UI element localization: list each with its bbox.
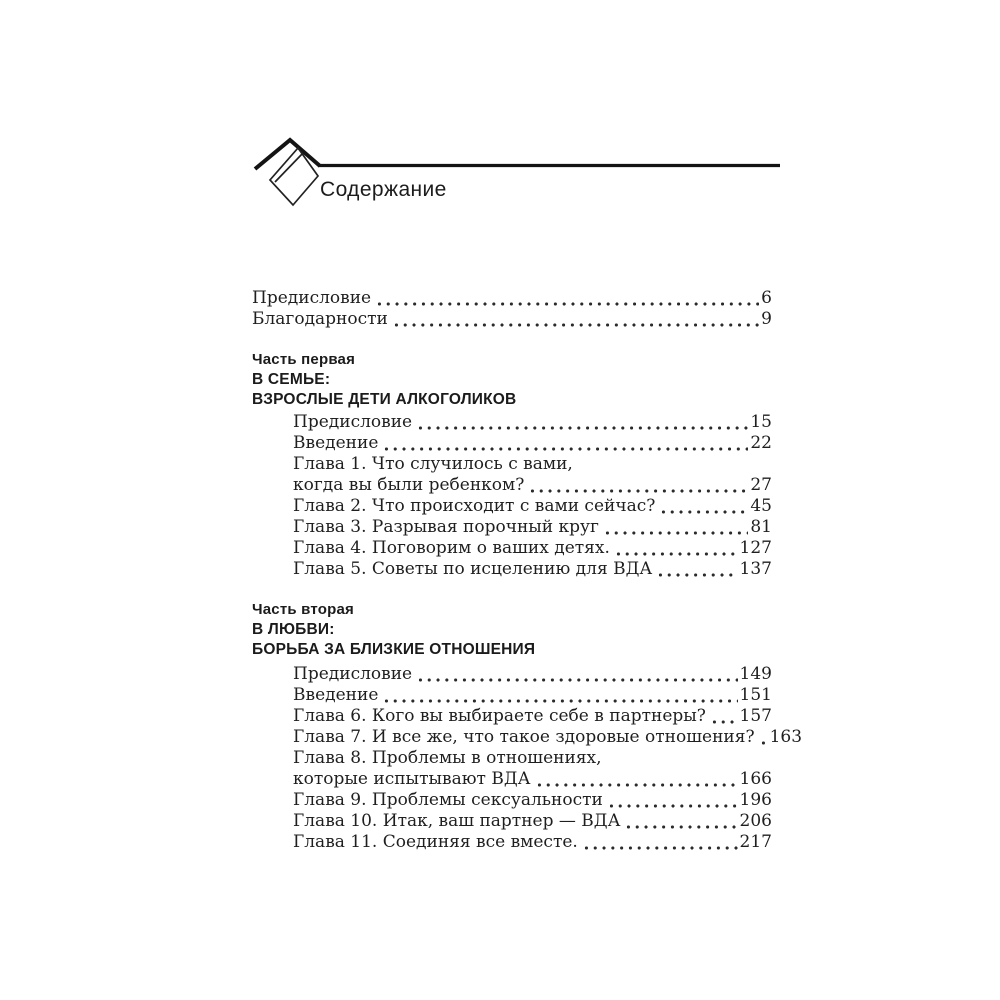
toc-entry [293, 727, 803, 748]
toc-entry-page: 15 [750, 412, 772, 432]
toc-entry [293, 706, 780, 727]
toc-entry-page: 81 [750, 517, 772, 537]
part-title-line: В СЕМЬЕ: [252, 371, 331, 388]
toc-entry-title: Предисловие [252, 288, 372, 308]
toc-entry [252, 288, 780, 309]
dot-leader [608, 790, 738, 811]
part-title-line: БОРЬБА ЗА БЛИЗКИЕ ОТНОШЕНИЯ [252, 641, 536, 658]
toc-entry-title: Введение [293, 433, 379, 453]
toc-entry-title: Глава 2. Что происходит с вами сейчас? [293, 496, 656, 516]
toc-entry-title: Глава 4. Поговорим о ваших детях. [293, 538, 610, 558]
toc-entry-wrap-line [293, 769, 780, 790]
toc-entry-title: Благодарности [252, 309, 388, 329]
toc-entry [293, 496, 780, 517]
part-label: Часть вторая [252, 601, 354, 618]
part-title-line: ВЗРОСЛЫЕ ДЕТИ АЛКОГОЛИКОВ [252, 391, 517, 408]
toc-entry-title: Глава 3. Разрывая порочный круг [293, 517, 599, 537]
toc-entry [293, 664, 780, 685]
toc-entry-title: Глава 6. Кого вы выбираете себе в партнеры? [293, 706, 706, 726]
toc-entry-title: которые испытывают ВДА [293, 769, 531, 789]
toc-entry [293, 538, 780, 559]
page-title: Содержание [320, 178, 447, 201]
dot-leader [583, 832, 738, 853]
toc-entry-title: Введение [293, 685, 379, 705]
toc-entry [293, 790, 780, 811]
dot-leader [660, 496, 748, 517]
toc-entry-wrap-line [293, 475, 780, 496]
toc-entry-page: 206 [739, 811, 772, 831]
dot-leader [417, 412, 748, 433]
toc-page [252, 136, 803, 853]
toc-entry-title: Глава 8. Проблемы в отношениях, [293, 748, 602, 768]
toc-entry-wrap-line [293, 454, 780, 475]
toc-entry [293, 811, 780, 832]
part-entries [293, 664, 803, 853]
dot-leader [615, 538, 738, 559]
toc-entry [293, 559, 780, 580]
toc-entry-page: 157 [739, 706, 772, 726]
toc-entry-page: 163 [769, 727, 803, 747]
toc-entry-title: Глава 7. И все же, что такое здоровые отношения? [293, 727, 755, 747]
dot-leader [760, 727, 768, 748]
toc-entry-title: Глава 9. Проблемы сексуальности [293, 790, 603, 810]
toc-entry-page: 127 [739, 538, 772, 558]
dot-leader [417, 664, 737, 685]
toc-entry-page: 137 [739, 559, 772, 579]
dot-leader [604, 517, 748, 538]
toc-entry [293, 832, 780, 853]
contents-header [252, 136, 780, 216]
part-label: Часть первая [252, 351, 356, 368]
toc-entry-page: 22 [750, 433, 772, 453]
toc-entry [293, 517, 780, 538]
front-matter-list [252, 288, 780, 330]
toc-entry [293, 412, 780, 433]
toc-entry-wrap-line [293, 748, 780, 769]
dot-leader [529, 475, 748, 496]
toc-entry-page: 45 [750, 496, 772, 516]
toc-entry-title: Глава 1. Что случилось с вами, [293, 454, 573, 474]
toc-entry-title: когда вы были ребенком? [293, 475, 525, 495]
toc-entry [252, 309, 780, 330]
toc-entry-page: 27 [750, 475, 772, 495]
toc-entry-title: Глава 10. Итак, ваш партнер — ВДА [293, 811, 621, 831]
dot-leader [383, 433, 748, 454]
toc-entry [293, 433, 780, 454]
dot-leader [383, 685, 737, 706]
part-section-1 [252, 350, 780, 580]
toc-entry-page: 149 [739, 664, 772, 684]
toc-entry [293, 685, 780, 706]
dot-leader [625, 811, 737, 832]
part-section-2 [252, 600, 803, 853]
toc-entry [293, 748, 780, 790]
dot-leader [711, 706, 738, 727]
toc-entry-page: 217 [739, 832, 772, 852]
toc-entry-title: Глава 5. Советы по исцелению для ВДА [293, 559, 653, 579]
part-title-line: В ЛЮБВИ: [252, 621, 335, 638]
toc-entry-page: 9 [761, 309, 772, 329]
dot-leader [376, 288, 759, 309]
dot-leader [393, 309, 759, 330]
toc-entry-title: Глава 11. Соединяя все вместе. [293, 832, 578, 852]
toc-entry-page: 151 [739, 685, 772, 705]
toc-entry-title: Предисловие [293, 664, 413, 684]
part-entries [293, 412, 780, 580]
dot-leader [657, 559, 737, 580]
dot-leader [536, 769, 738, 790]
toc-entry-page: 166 [739, 769, 772, 789]
toc-entry [293, 454, 780, 496]
toc-entry-page: 196 [739, 790, 772, 810]
toc-entry-title: Предисловие [293, 412, 413, 432]
toc-entry-page: 6 [761, 288, 772, 308]
book-logo-icon [252, 136, 780, 216]
